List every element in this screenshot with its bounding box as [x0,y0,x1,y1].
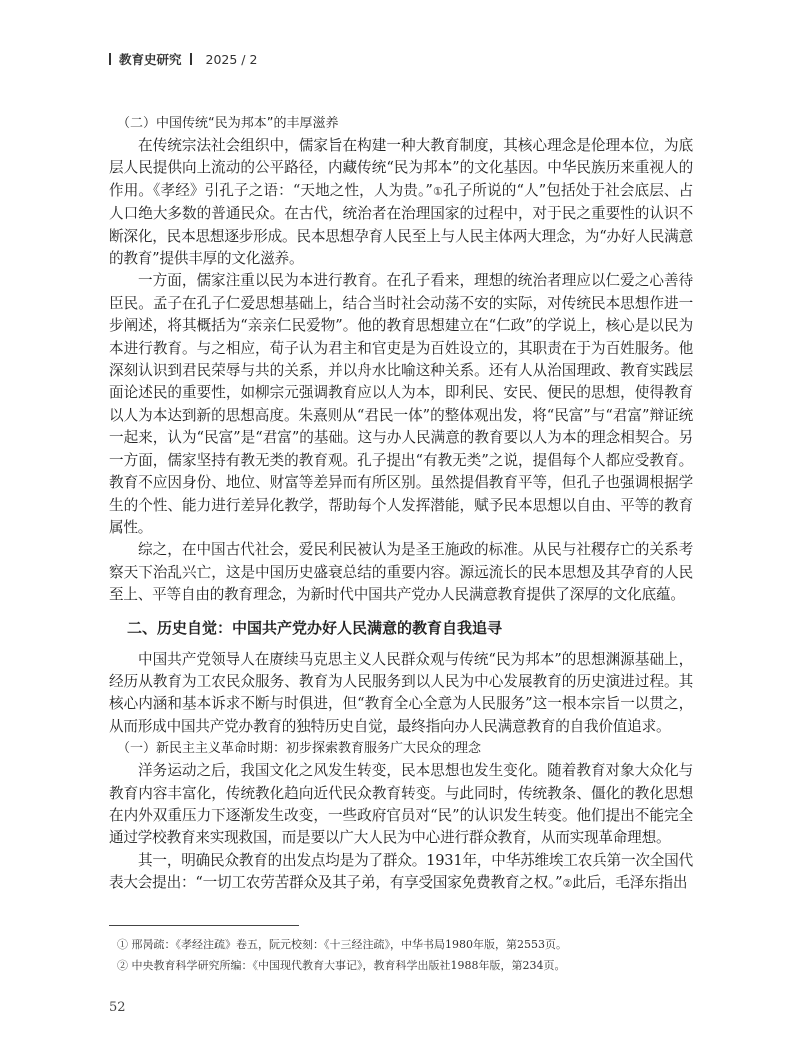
footnote-rule [109,925,299,926]
paragraph [109,850,693,896]
paragraph-text: 其一，明确民众教育的出发点均是为了群众。1931年，中华苏维埃工农兵第一次全国代表大会提出：“一切工农劳苦群众及其子弟，有享受国家免费教育之权。” [109,851,693,892]
subsection-heading: （一）新民主主义革命时期：初步探索教育服务广大民众的理念 [117,741,482,757]
issue-number: 2025 / 2 [205,51,258,67]
paragraph: 洋务运动之后，我国文化之风发生转变，民本思想也发生变化。随着教育对象大众化与教育内容丰富化，传统教化趋向近代民众教育转变。与此同时，传统教条、僵化的教化思想在内外双重压力下逐渐发生改变，一些政府官员对“民”的认识发生转变。他们提出不能完全通过学校教育来实现救国，而是要以广大人民为中心进行群众教育，从而实现革命理想。 [109,762,693,847]
page-number: 52 [109,1000,126,1015]
footnote-ref: ① [432,184,443,198]
paragraph: 一方面，儒家注重以民为本进行教育。在孔子看来，理想的统治者理应以仁爱之心善待臣民。孟子在孔子仁爱思想基础上，结合当时社会动荡不安的实际，对传统民本思想作进一步阐述，将其概括为“亲亲仁民爱物”。他的教育思想建立在“仁政”的学说上，核心是以民为本进行教育。与之相应，荀子认为君主和官吏是为百姓设立的，其职责在于为百姓服务。他深刻认识到君民荣辱与共的关系，并以舟水比喻这种关系。还有人从治国理政、教育实践层面论述民的重要性，如柳宗元强调教育应以人为本，即利民、安民、便民的思想，使得教育以人为本达到新的思想高度。朱熹则从“君民一体”的整体观出发，将“民富”与“君富”辩证统一起来，认为“民富”是“君富”的基础。这与办人民满意的教育要以人为本的理念相契合。另一方面，儒家坚持有教无类的教育观。孔子提出“有教无类”之说，提倡每个人都应受教育。教育不应因身份、地位、财富等差异而有所区别。虽然提倡教育平等，但孔子也强调根据学生的个性、能力进行差异化教学，帮助每个人发挥潜能，赋予民本思想以自由、平等的教育属性。 [109,272,693,536]
paragraph-text: 在传统宗法社会组织中，儒家旨在构建一种大教育制度，其核心理念是伦理本位，为底层人民提供向上流动的公平路径，内藏传统“民为邦本”的文化基因。中华民族历来重视人的作用。《孝经》引孔子之语：“天地之性，人为贵。” [109,137,693,199]
subsection-heading: （二）中国传统“民为邦本”的丰厚滋养 [117,116,339,131]
header-rule-left [109,53,111,65]
running-header [109,50,257,68]
article-body [109,113,693,896]
footnote: ① 邢昺疏：《孝经注疏》卷五，阮元校刻：《十三经注疏》，中华书局1980年版，第2553页。 [117,938,567,951]
paragraph-text: 此后，毛泽东指出 [572,874,688,892]
footnotes [109,925,693,976]
header-rule-right [190,53,192,65]
journal-title: 教育史研究 [119,52,182,67]
paragraph: 中国共产党领导人在赓续马克思主义人民群众观与传统“民为邦本”的思想渊源基础上，经历从教育为工农民众服务、教育为人民服务到以人民为中心发展教育的历史演进过程。其核心内涵和基本诉求不断与时俱进，但“教育全心全意为人民服务”这一根本宗旨一以贯之，从而形成中国共产党办教育的独特历史自觉，最终指向办人民满意教育的自我价值追求。 [109,650,693,735]
paragraph-text: 孔子所说的“人”包括处于社会底层、占人口绝大多数的普通民众。在古代，统治者在治理国家的过程中，对于民之重要性的认识不断深化，民本思想逐步形成。民本思想孕育人民至上与人民主体两大理念，为“办好人民满意的教育”提供丰厚的文化滋养。 [109,181,693,268]
footnote: ② 中央教育科学研究所编：《中国现代教育大事记》，教育科学出版社1988年版，第234页。 [117,959,566,972]
paragraph [109,135,693,270]
section-heading: 二、历史自觉：中国共产党办好人民满意的教育自我追寻 [127,618,503,637]
paragraph: 综之，在中国古代社会，爱民利民被认为是圣王施政的标准。从民与社稷存亡的关系考察天下治乱兴亡，这是中国历史盛衰总结的重要内容。源远流长的民本思想及其孕育的人民至上、平等自由的教育理念，为新时代中国共产党办人民满意教育提供了深厚的文化底蕴。 [109,541,693,604]
footnote-ref: ② [562,877,573,891]
